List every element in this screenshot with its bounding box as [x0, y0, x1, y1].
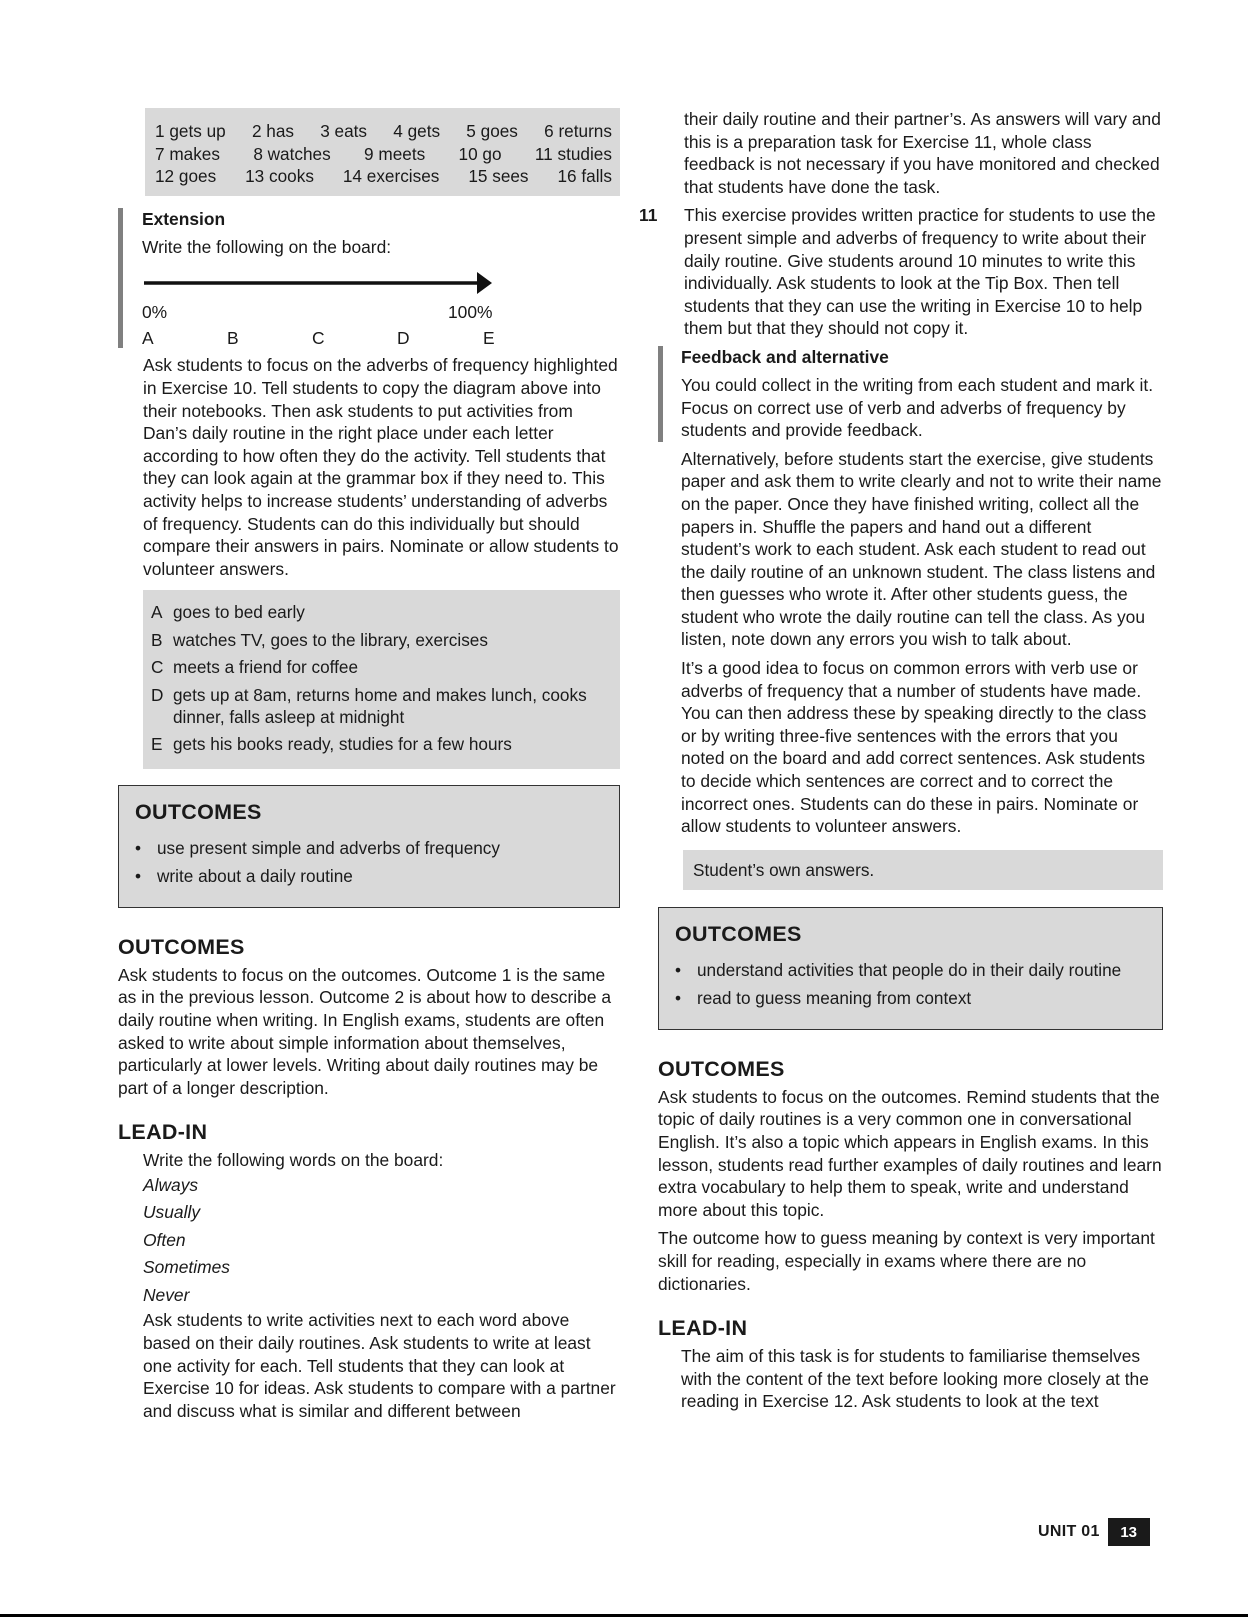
outcome-item: • use present simple and adverbs of frequency — [135, 837, 603, 859]
answer-item: 7 makes — [155, 143, 220, 164]
page-footer — [1038, 1518, 1150, 1546]
scale-end-label: 100% — [448, 302, 493, 323]
answer-letter: C — [151, 657, 164, 678]
answer-text: watches TV, goes to the library, exercises — [173, 629, 488, 650]
left-column — [118, 108, 620, 1422]
answer-text: gets his books ready, studies for a few hours — [173, 734, 512, 755]
lead-in-body: The aim of this task is for students to familiarise themselves with the content of the text before looking more closely at the reading in Exercise 12. Ask students to look at the text — [681, 1346, 1149, 1412]
adverb-word: Always — [143, 1174, 199, 1195]
errors-text: It’s a good idea to focus on common errors with verb use or adverbs of frequency that a number of students have made. You can then address these by speaking directly to the class or by writing three-five sentences with the errors that you noted on the board and add correct sentences. Ask students to decide which sentences are correct and to correct the incorrect ones. Students can do these in pairs. Nominate or allow students to volunteer answers. — [681, 658, 1147, 837]
answers-grid-row — [155, 120, 612, 143]
feedback-text: You could collect in the writing from each student and mark it. Focus on correct use of verb and adverbs of frequency by students and provide feedback. — [681, 374, 1154, 441]
extension-sidebar — [118, 208, 620, 349]
scale-letter: E — [483, 328, 495, 349]
answer-text: gets up at 8am, returns home and makes lunch, cooks dinner, falls asleep at midnight — [173, 684, 587, 727]
continuation-text: their daily routine and their partner’s. As answers will vary and this is a preparation task for Exercise 11, whole class feedback is not necessary if you have monitored and checked that students have done the task. — [684, 109, 1161, 197]
extension-body: Ask students to focus on the adverbs of frequency highlighted in Exercise 10. Tell students to copy the diagram above into their notebooks. Then ask students to put activities from Dan’s daily routine in the right place under each letter according to how often they do the activity. Tell students that they can look again at the grammar box if they need to. This activity helps to increase students’ understanding of adverbs of frequency. Students can do this individually but should compare their answers in pairs. Nominate or allow students to volunteer answers. — [143, 355, 619, 579]
outcomes-body: Ask students to focus on the outcomes. Remind students that the topic of daily routines is a very common one in conversational English. It’s also a topic which appears in English exams. In this lesson, students read further examples of daily routines and learn extra vocabulary to help them to speak, write and understand more about this topic. — [658, 1086, 1162, 1220]
answer-item: 5 goes — [466, 121, 518, 141]
answer-letter: B — [151, 629, 163, 650]
answer-text: Student’s own answers. — [693, 859, 875, 880]
answer-item: 12 goes — [155, 166, 217, 187]
right-column — [639, 108, 1163, 1413]
answer-letter: A — [151, 602, 163, 623]
lead-in-heading: LEAD-IN — [658, 1316, 748, 1341]
exercise-11 — [639, 204, 1163, 340]
outcome-item: • understand activities that people do in their daily routine — [675, 959, 1146, 981]
list-item — [151, 684, 610, 729]
outcomes-heading: OUTCOMES — [118, 934, 245, 959]
answer-item: 1 gets up — [155, 121, 226, 141]
answer-letter: E — [151, 734, 163, 755]
lead-in-instruction: Write the following words on the board: — [143, 1150, 444, 1171]
feedback-sidebar — [658, 346, 1163, 442]
outcome-item: • read to guess meaning from context — [675, 987, 1146, 1009]
answers-grid-row — [155, 165, 612, 188]
extension-instruction: Write the following on the board: — [142, 236, 392, 257]
outcomes-list — [135, 837, 603, 887]
outcomes-list — [675, 959, 1146, 1009]
answer-text: goes to bed early — [173, 602, 305, 623]
lead-in-heading: LEAD-IN — [118, 1120, 208, 1145]
answer-item: 2 has — [251, 121, 294, 141]
alternative-text: Alternatively, before students start the exercise, give students paper and ask them to write clearly and not to write their name on the paper. Once they have finished writing, collect all the papers in. Shuffle the papers and hand out a different student’s work to each student. Ask each student to read out the daily routine of an unknown student. The class listens and then guesses who wrote it. After other students guess, the student who wrote the daily routine can tell the class. As you listen, note down any errors you wish to talk about. — [681, 448, 1162, 650]
scale-letter: A — [142, 328, 154, 349]
scale-letter: D — [397, 328, 410, 349]
outcome-item: • write about a daily routine — [135, 865, 603, 887]
answer-item: 6 returns — [544, 121, 612, 141]
outcomes-box — [658, 907, 1163, 1030]
feedback-heading: Feedback and alternative — [681, 346, 889, 367]
answer-item: 4 gets — [393, 121, 441, 141]
list-item — [151, 601, 610, 623]
list-item — [151, 733, 610, 755]
answer-item: 13 cooks — [245, 166, 314, 187]
adverb-word: Often — [143, 1229, 186, 1250]
answer-item: 9 meets — [364, 143, 426, 164]
outcomes-box-title: OUTCOMES — [675, 921, 802, 946]
adverb-word: Never — [143, 1284, 190, 1305]
exercise-number: 11 — [639, 205, 658, 226]
outcomes-box-title: OUTCOMES — [135, 799, 262, 824]
adverb-word: Sometimes — [143, 1257, 230, 1278]
scale-arrow-icon — [142, 270, 502, 296]
extension-answers — [143, 590, 620, 768]
outcomes-heading: OUTCOMES — [658, 1056, 785, 1081]
answer-item: 10 go — [458, 143, 502, 164]
answer-letter: D — [151, 684, 164, 705]
answer-item: 14 exercises — [342, 166, 440, 187]
scale-letters — [142, 328, 502, 350]
outcomes-body-2: The outcome how to guess meaning by context is very important skill for reading, especially in exams where there are no dictionaries. — [658, 1228, 1155, 1294]
lead-in-content — [143, 1149, 620, 1422]
answer-item: 11 studies — [534, 143, 612, 164]
answers-grid — [145, 108, 620, 196]
adverb-word: Usually — [143, 1202, 201, 1223]
exercise-text: This exercise provides written practice for students to use the present simple and adverbs of frequency to write about their daily routine. Give students around 10 minutes to write this individually. Ask students to look at the Tip Box. Then tell students that they can use the writing in Exercise 10 to help them but that they should not copy it. — [684, 205, 1156, 339]
list-item — [151, 629, 610, 651]
alternative-section — [681, 448, 1163, 838]
scale-start-label: 0% — [142, 302, 168, 323]
adverb-word-list — [143, 1172, 620, 1310]
page-number: 13 — [1108, 1518, 1150, 1546]
scale-letter: B — [227, 328, 239, 349]
extension-heading: Extension — [142, 208, 226, 229]
answer-item: 15 sees — [468, 166, 529, 187]
list-item — [151, 656, 610, 678]
answer-text: meets a friend for coffee — [173, 657, 359, 678]
outcomes-box — [118, 785, 620, 908]
outcomes-body: Ask students to focus on the outcomes. Outcome 1 is the same as in the previous lesson. Outcome 2 is about how to describe a daily routine when writing. In English exams, students are often asked to write about simple information about themselves, particularly at lower levels. Writing about daily routines may be part of a longer description. — [118, 964, 612, 1098]
answer-item: 8 watches — [253, 143, 331, 164]
unit-label: UNIT 01 — [1038, 1523, 1100, 1540]
lead-in-body: Ask students to write activities next to each word above based on their daily routines. Ask students to write at least one activity for each. Tell students that they can look at Exercise 10 for ideas. Ask students to compare with a partner and discuss what is similar and different between — [143, 1310, 616, 1421]
answers-grid-row — [155, 143, 612, 166]
answer-box — [683, 850, 1163, 890]
answer-item: 16 falls — [557, 166, 612, 187]
scale-letter: C — [312, 328, 325, 349]
answer-item: 3 eats — [320, 121, 368, 141]
